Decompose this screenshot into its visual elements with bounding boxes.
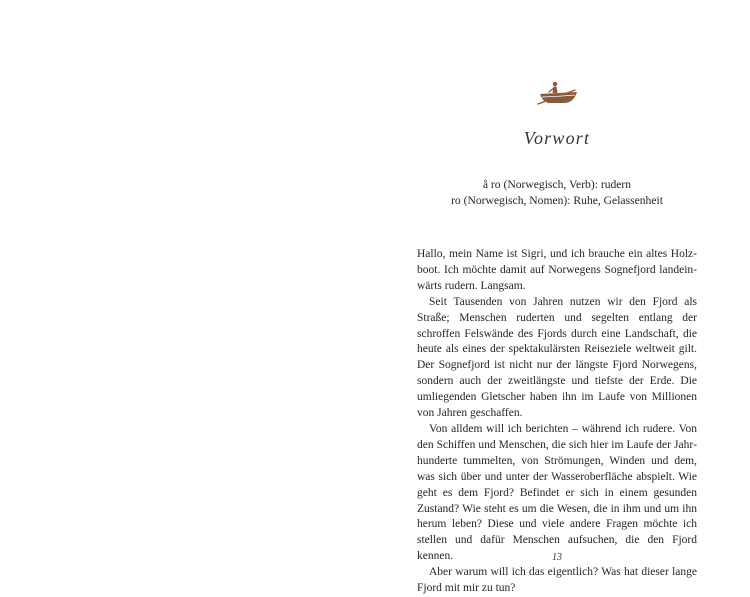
- epigraph-line-verb: å ro (Norwegisch, Verb): rudern: [482, 178, 632, 191]
- paragraph: Von alldem will ich berichten – während ich rudere. Von den Schiffen und Menschen, die sich hier im Laufe der Jahrhunderte tummelten, von Strömungen, Winden und dem, was sich über und unter der Wasseroberfläche abspielt. Wie geht es dem Fjord? Befindet er sich in einem gesunden Zustand? Wie steht es um die Wesen, die in ihm und um ihn herum leben? Diese und viele andere Fragen möchte ich stellen und dafür Menschen aufsuchen, die den Fjord kennen.: [417, 422, 697, 563]
- rowing-boat-icon: [535, 78, 579, 108]
- epigraph: [417, 177, 697, 208]
- paragraph: Seit Tausenden von Jahren nutzen wir den Fjord als Straße; Menschen ruderten und segelten entlang der schroffen Felswände des Fjords durch eine Landschaft, die heute als eines der spektakulärsten Reiseziele weltweit gilt. Der Sognefjord ist nicht nur der längste Fjord Norwegens, sondern auch der zweitlängste und tiefste der Erde. Die umliegenden Gletscher haben ihn im Laufe von Millionen von Jahren geschaffen.: [417, 295, 697, 420]
- chapter-title: Vorwort: [523, 128, 591, 148]
- body-text: [417, 247, 697, 597]
- paragraph: Hallo, mein Name ist Sigri, und ich brauche ein altes Holzboot. Ich möchte damit auf Norwegens Sognefjord landeinwärts rudern. Langsam.: [417, 248, 697, 292]
- paragraph: Aber warum will ich das eigentlich? Was hat dieser lange Fjord mit mir zu tun?: [417, 566, 697, 595]
- epigraph-line-noun: ro (Norwegisch, Nomen): Ruhe, Gelassenheit: [451, 193, 663, 207]
- page-number: 13: [552, 552, 562, 563]
